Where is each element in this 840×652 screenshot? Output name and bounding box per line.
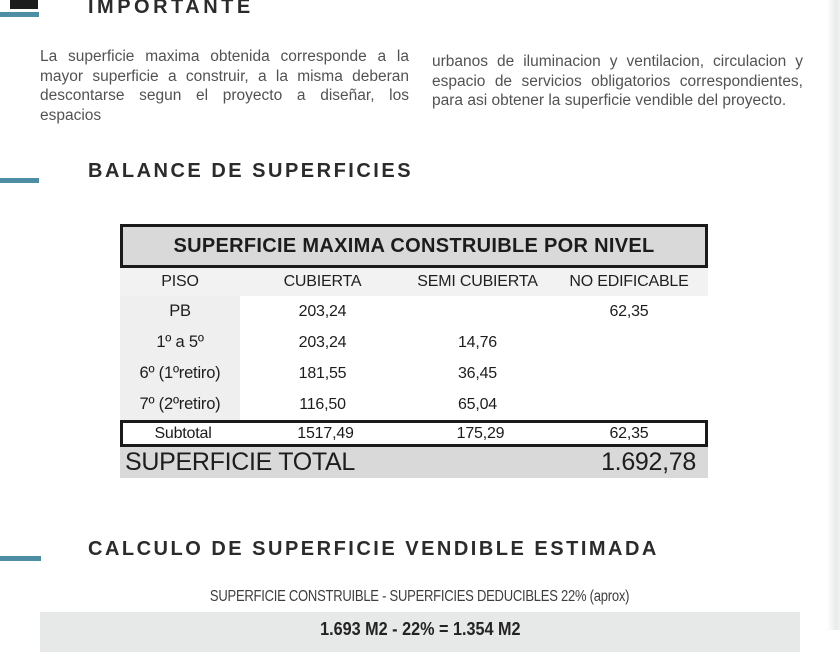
- calculo-title: CALCULO DE SUPERFICIE VENDIBLE ESTIMADA: [88, 538, 659, 560]
- table-cell-cubierta: 203,24: [240, 327, 405, 358]
- importante-title: IMPORTANTE: [88, 0, 254, 18]
- subtotal-cubierta: 1517,49: [297, 424, 354, 442]
- table-cell-semi-cubierta: 36,45: [405, 358, 550, 389]
- table-cell-no-edificable: [550, 389, 708, 420]
- table-cell-semi-cubierta: 65,04: [405, 389, 550, 420]
- total-row: [120, 447, 708, 478]
- superficie-table: [120, 224, 708, 478]
- accent-underline-calculo: [0, 556, 41, 561]
- table-cell-no-edificable: [550, 327, 708, 358]
- formula-text-inner: SUPERFICIE CONSTRUIBLE - SUPERFICIES DEDUCIBLES 22% (aprox): [210, 588, 630, 605]
- table-cell-cubierta: 116,50: [240, 389, 405, 420]
- column-header-no-edificable: NO EDIFICABLE: [569, 273, 689, 290]
- table-body: [120, 296, 708, 420]
- result-text: 1.693 M2 - 22% = 1.354 M2: [319, 619, 521, 639]
- subtotal-row: [120, 420, 708, 447]
- table-cell-piso: 7º (2ºretiro): [120, 389, 240, 420]
- column-header-cubierta: CUBIERTA: [283, 273, 362, 290]
- importante-paragraph-left: La superficie maxima obtenida corresponde a la mayor superficie a construir, a la misma deberan descontarse segun el proyecto a diseñar, los espacios: [40, 48, 409, 124]
- subtotal-semi-cubierta: 175,29: [456, 424, 505, 442]
- table-header-row: [120, 268, 708, 296]
- table-cell-piso: 1º a 5º: [120, 327, 240, 358]
- table-cell-no-edificable: 62,35: [550, 296, 708, 327]
- table-cell-no-edificable: [550, 358, 708, 389]
- black-corner-tab: [10, 0, 38, 9]
- column-header-piso: PISO: [161, 273, 199, 290]
- total-label: SUPERFICIE TOTAL: [125, 448, 355, 476]
- table-cell-piso: PB: [120, 296, 240, 327]
- result-box: [40, 612, 800, 652]
- formula-text: [0, 588, 840, 606]
- table-cell-semi-cubierta: 14,76: [405, 327, 550, 358]
- table-title: SUPERFICIE MAXIMA CONSTRUIBLE POR NIVEL: [120, 224, 708, 268]
- total-value: 1.692,78: [601, 448, 696, 476]
- page-edge-shadow: [827, 0, 840, 630]
- table-cell-cubierta: 203,24: [240, 296, 405, 327]
- accent-underline-importante: [0, 12, 39, 17]
- table-cell-semi-cubierta: [405, 296, 550, 327]
- table-cell-piso: 6º (1ºretiro): [120, 358, 240, 389]
- subtotal-label: Subtotal: [154, 424, 212, 442]
- subtotal-no-edificable: 62,35: [609, 424, 649, 442]
- table-cell-cubierta: 181,55: [240, 358, 405, 389]
- balance-title: BALANCE DE SUPERFICIES: [88, 160, 414, 182]
- accent-underline-balance: [0, 178, 39, 183]
- column-header-semi-cubierta: SEMI CUBIERTA: [417, 273, 538, 290]
- importante-paragraph-right: urbanos de iluminacion y ventilacion, circulacion y espacio de servicios obligatorios correspondientes, para asi obtener la superficie vendible del proyecto.: [432, 53, 803, 109]
